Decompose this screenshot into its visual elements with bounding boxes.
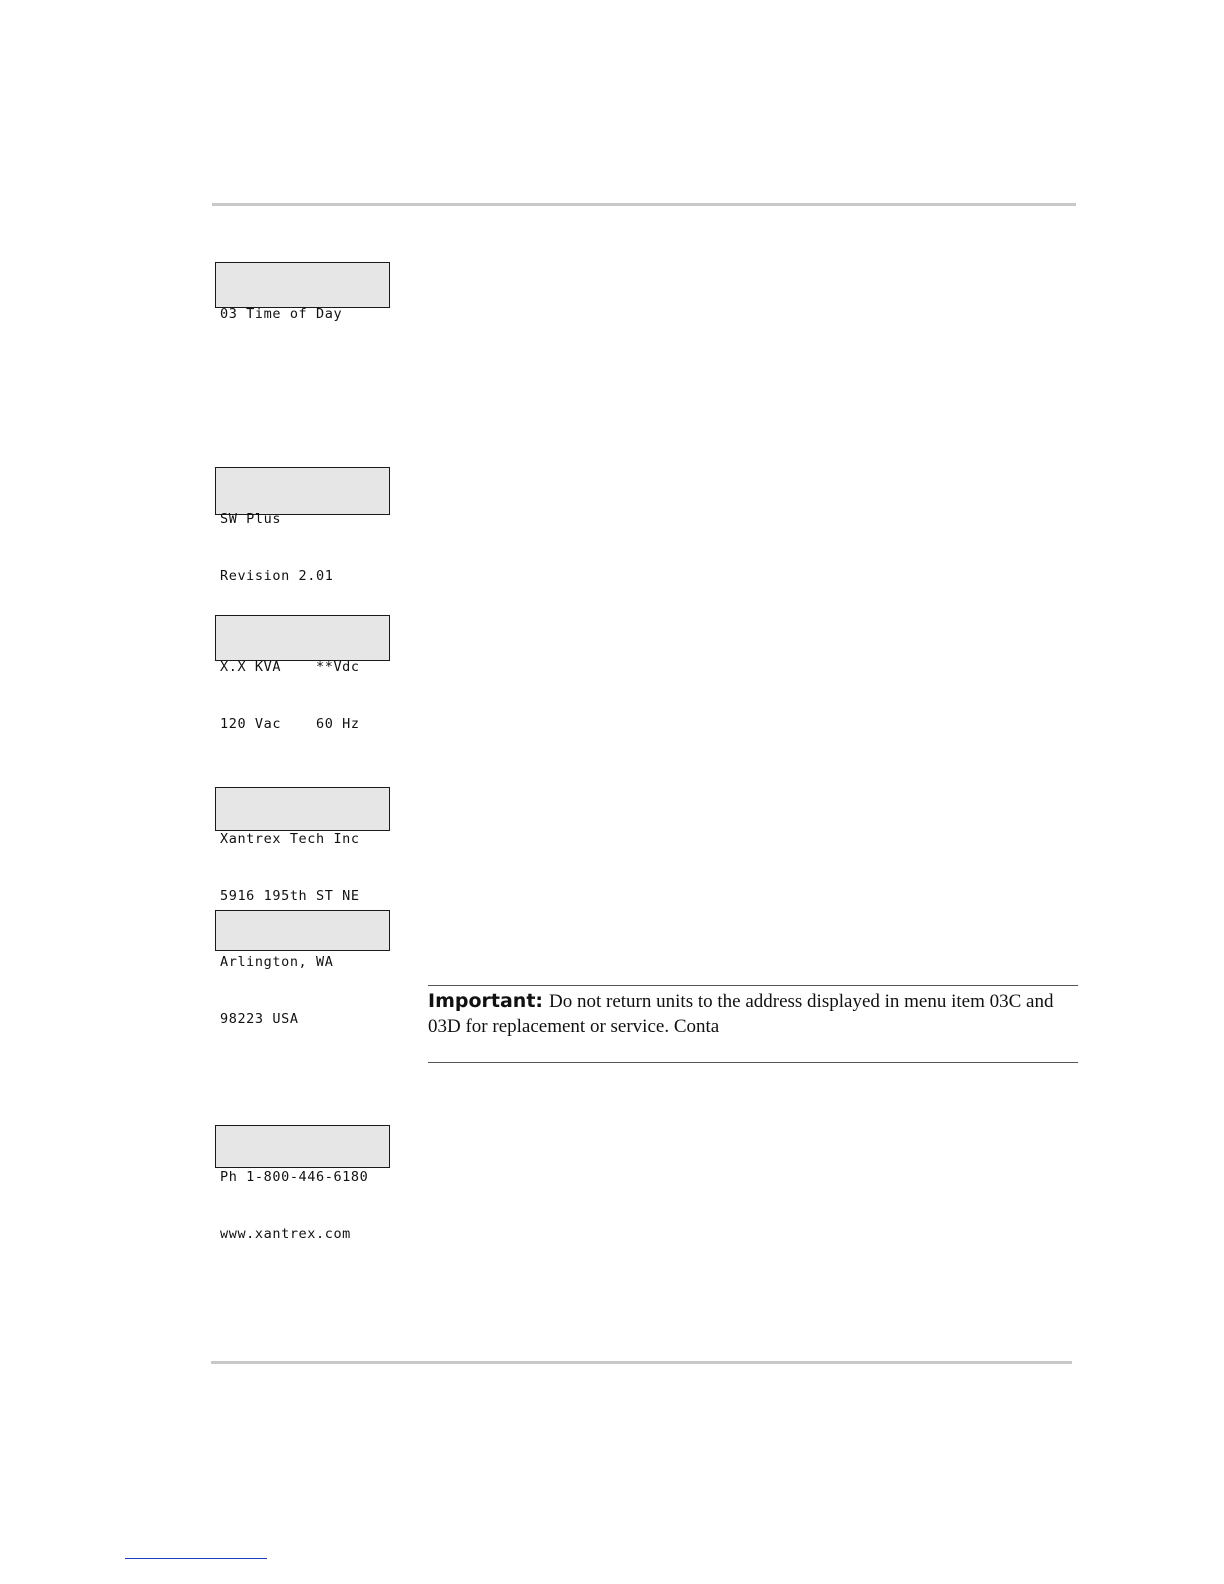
header-rule [212, 203, 1076, 206]
lcd-line-2: 120 Vac 60 Hz [220, 716, 360, 732]
lcd-line-2: www.xantrex.com [220, 1226, 351, 1242]
lcd-display-rating [215, 615, 390, 732]
important-label: Important: [428, 990, 544, 1012]
lcd-line-1: Arlington, WA [220, 954, 334, 970]
lcd-line-2: Revision 2.01 [220, 568, 334, 584]
lcd-line-1: X.X KVA **Vdc [220, 659, 360, 675]
lcd-display-phone [215, 1125, 390, 1242]
lcd-line-2: 98223 USA [220, 1011, 299, 1027]
lcd-line-1: Ph 1-800-446-6180 [220, 1169, 369, 1185]
lcd-line-1: 03 Time of Day [220, 306, 343, 322]
lcd-line-1: SW Plus [220, 511, 282, 527]
lcd-display-city [215, 910, 390, 1027]
lcd-display-time-of-day [215, 262, 390, 322]
footer-rule [211, 1361, 1072, 1364]
lcd-line-2: 5916 195th ST NE [220, 888, 360, 904]
lcd-line-2 [220, 362, 389, 381]
lcd-display-revision [215, 467, 390, 584]
footer-link-underline[interactable] [125, 1558, 267, 1559]
lcd-line-1: Xantrex Tech Inc [220, 831, 360, 847]
important-text: Do not return units to the address displayed in menu item 03C and 03D for replacement or service. Conta [428, 991, 1054, 1037]
lcd-display-company [215, 787, 390, 904]
important-note [428, 985, 1078, 1063]
